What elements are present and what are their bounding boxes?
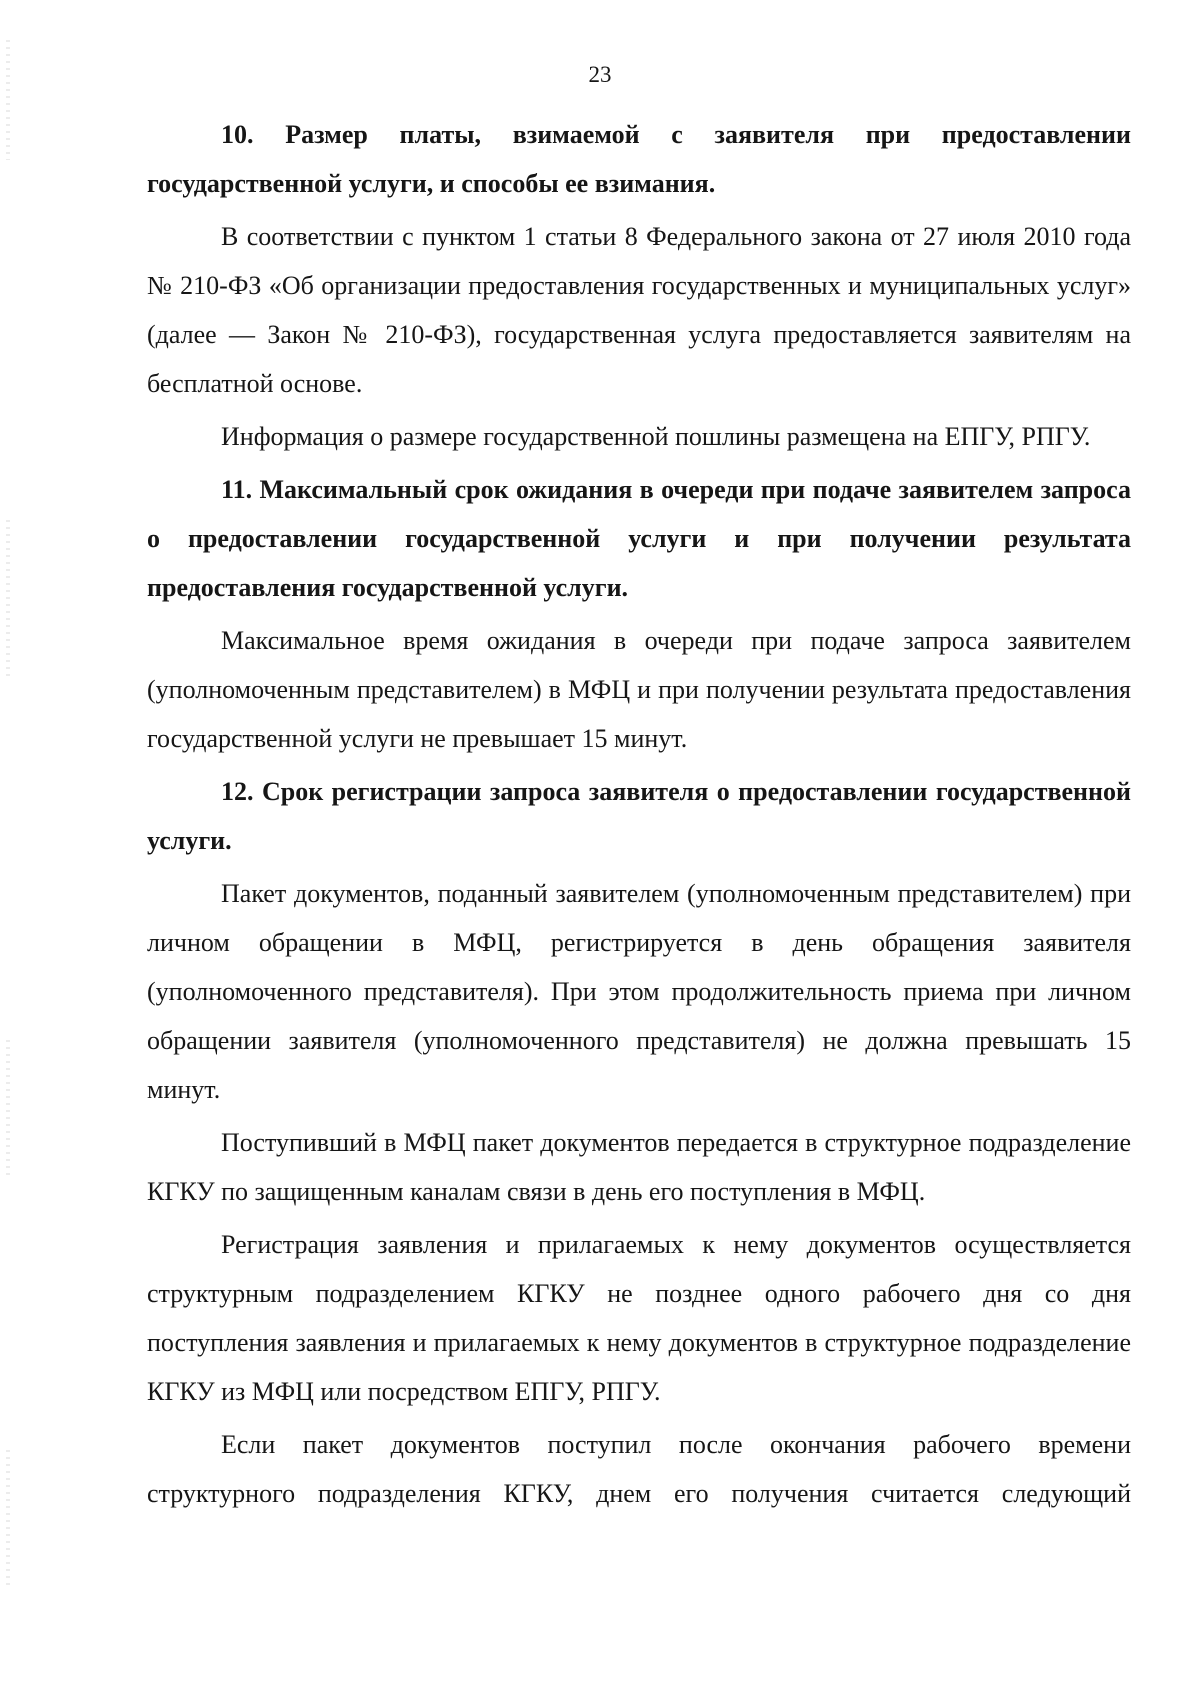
document-body: [147, 110, 1131, 1522]
scan-margin-noise: [6, 520, 10, 680]
paragraph: В соответствии с пунктом 1 статьи 8 Федерального закона от 27 июля 2010 года № 210-ФЗ «Об организации предоставления государственных и муниципальных услуг» (далее — Закон № 210-ФЗ), государственная услуга предоставляется заявителям на бесплатной основе.: [147, 222, 1131, 398]
scan-margin-noise: [6, 40, 10, 160]
paragraph: Поступивший в МФЦ пакет документов передается в структурное подразделение КГКУ по защищенным каналам связи в день его поступления в МФЦ.: [147, 1128, 1131, 1206]
paragraph: Максимальное время ожидания в очереди при подаче запроса заявителем (уполномоченным представителем) в МФЦ и при получении результата предоставления государственной услуги не превышает 15 минут.: [147, 626, 1131, 753]
section-heading-11: 11. Максимальный срок ожидания в очереди при подаче заявителем запроса о предоставлении государственной услуги и при получении результата предоставления государственной услуги.: [147, 475, 1131, 602]
scan-margin-noise: [6, 1450, 10, 1590]
paragraph: Регистрация заявления и прилагаемых к нему документов осуществляется структурным подразделением КГКУ не позднее одного рабочего дня со дня поступления заявления и прилагаемых к нему документов в структурное подразделение КГКУ из МФЦ или посредством ЕПГУ, РПГУ.: [147, 1230, 1131, 1406]
section-heading-12: 12. Срок регистрации запроса заявителя о предоставлении государственной услуги.: [147, 777, 1131, 855]
paragraph: Пакет документов, поданный заявителем (уполномоченным представителем) при личном обращении в МФЦ, регистрируется в день обращения заявителя (уполномоченного представителя). При этом продолжительность приема при личном обращении заявителя (уполномоченного представителя) не должна превышать 15 минут.: [147, 879, 1131, 1104]
paragraph-continued: Если пакет документов поступил после окончания рабочего времени структурного подразделения КГКУ, днем его получения считается следующий: [147, 1430, 1131, 1508]
scan-margin-noise: [6, 1040, 10, 1180]
paragraph: Информация о размере государственной пошлины размещена на ЕПГУ, РПГУ.: [221, 422, 1091, 451]
section-heading-10: 10. Размер платы, взимаемой с заявителя при предоставлении государственной услуги, и способы ее взимания.: [147, 120, 1131, 198]
page-number: 23: [588, 62, 612, 87]
